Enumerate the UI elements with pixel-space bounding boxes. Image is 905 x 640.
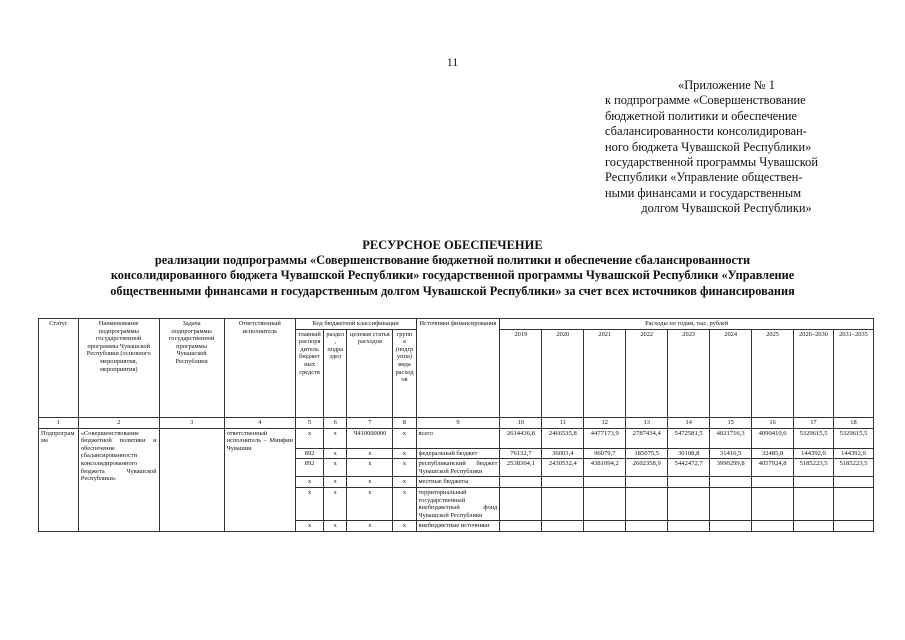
value-cell [626,487,668,520]
value-cell: 3990299,8 [710,459,752,477]
value-cell [584,487,626,520]
appendix-line: к подпрограмме «Совершенствование [605,93,806,108]
code-vr-cell: x [393,428,416,448]
source-cell: местные бюджеты [416,477,500,488]
executor-cell: ответственный исполнитель – Минфин Чувашии [224,428,295,531]
value-cell [500,487,542,520]
code-vr-cell: x [393,487,416,520]
title-line: консолидированного бюджета Чувашской Республики» государственной программы Чувашской Республики «Управление [110,268,795,283]
value-cell: 2787434,4 [626,428,668,448]
value-cell [626,521,668,532]
column-number: 14 [668,417,710,428]
value-cell: 30108,8 [668,448,710,459]
table-row [39,428,874,448]
value-cell [668,477,710,488]
value-cell: 2614436,8 [500,428,542,448]
header-year: 2020 [542,329,584,417]
value-cell: 32485,8 [752,448,794,459]
value-cell [542,487,584,520]
value-cell: 31416,5 [710,448,752,459]
value-cell [794,487,834,520]
column-number: 8 [393,417,416,428]
code-grbs-cell: x [295,477,323,488]
code-vr-cell: x [393,448,416,459]
value-cell: 5185223,5 [833,459,873,477]
column-number: 18 [833,417,873,428]
value-cell: 4090410,6 [752,428,794,448]
code-csr-cell: Ч410000000 [347,428,393,448]
value-cell: 144392,0 [833,448,873,459]
code-rz-cell: x [324,487,347,520]
value-cell [833,487,873,520]
code-rz-cell: x [324,477,347,488]
code-rz-cell: x [324,521,347,532]
code-csr-cell: x [347,448,393,459]
value-cell [752,487,794,520]
header-year: 2031–2035 [833,329,873,417]
header-year: 2024 [710,329,752,417]
source-cell: федеральный бюджет [416,448,500,459]
column-number: 12 [584,417,626,428]
appendix-line: Республики «Управление обществен- [605,170,803,185]
header-sources: Источники финансирования [416,319,500,418]
header-row [39,319,874,330]
value-cell: 2602358,9 [626,459,668,477]
value-cell: 4477173,9 [584,428,626,448]
code-csr-cell: x [347,487,393,520]
code-csr-cell: x [347,521,393,532]
column-number: 2 [78,417,159,428]
source-cell: республиканский бюджет Чувашской Республики [416,459,500,477]
appendix-line: бюджетной политики и обеспечение [605,108,798,123]
value-cell [542,477,584,488]
header-status: Статус [39,319,79,418]
header-year: 2022 [626,329,668,417]
header-code-grbs: главный распорядитель бюджетных средств [295,329,323,417]
code-vr-cell: x [393,521,416,532]
column-number: 7 [347,417,393,428]
value-cell: 5329615,5 [833,428,873,448]
header-name: Наименование подпрограммы государственной программы Чувашской Республики (основного мероприятия, мероприятия) [78,319,159,418]
column-number: 9 [416,417,500,428]
column-number: 15 [710,417,752,428]
code-vr-cell: x [393,477,416,488]
code-rz-cell: x [324,428,347,448]
header-code-rz: раздел, подраздел [324,329,347,417]
column-number: 17 [794,417,834,428]
column-number: 16 [752,417,794,428]
document-title [0,238,905,299]
column-number: 1 [39,417,79,428]
header-year: 2025 [752,329,794,417]
column-number: 6 [324,417,347,428]
value-cell [500,477,542,488]
resource-table [38,318,874,532]
value-cell [794,521,834,532]
value-cell [710,487,752,520]
value-cell [833,477,873,488]
appendix-line: ного бюджета Чувашской Республики» [605,139,812,154]
value-cell [500,521,542,532]
source-cell: внебюджетные источники [416,521,500,532]
code-rz-cell: x [324,448,347,459]
code-rz-cell: x [324,459,347,477]
value-cell [542,521,584,532]
value-cell: 185075,5 [626,448,668,459]
task-cell [159,428,224,531]
column-number-row [39,417,874,428]
value-cell: 36003,4 [542,448,584,459]
value-cell: 4021716,3 [710,428,752,448]
header-executor: Ответственный исполнитель [224,319,295,418]
value-cell: 5329615,5 [794,428,834,448]
header-year: 2026–2030 [794,329,834,417]
value-cell: 96079,7 [584,448,626,459]
value-cell: 4057924,8 [752,459,794,477]
code-csr-cell: x [347,459,393,477]
header-year: 2023 [668,329,710,417]
header-year: 2021 [584,329,626,417]
column-number: 13 [626,417,668,428]
header-task: Задача подпрограммы государственной программы Чувашской Республики [159,319,224,418]
code-csr-cell: x [347,477,393,488]
header-code-csr: целевая статья расходов [347,329,393,417]
page-number: 11 [446,55,459,69]
value-cell [794,477,834,488]
column-number: 4 [224,417,295,428]
value-cell [710,521,752,532]
column-number: 10 [500,417,542,428]
value-cell [584,521,626,532]
appendix-line: государственной программы Чувашской [605,155,818,170]
value-cell: 2538304,1 [500,459,542,477]
value-cell: 5472581,5 [668,428,710,448]
value-cell [833,521,873,532]
code-grbs-cell: x [295,428,323,448]
header-code-vr: группа (подгруппа) вида расходов [393,329,416,417]
title-main: РЕСУРСНОЕ ОБЕСПЕЧЕНИЕ [362,238,543,252]
source-cell: территориальный государственный внебюджетный фонд Чувашской Республики [416,487,500,520]
value-cell: 144392,0 [794,448,834,459]
code-grbs-cell: x [295,521,323,532]
appendix-line: «Приложение № 1 [678,78,775,92]
appendix-line: долгом Чувашской Республики» [641,201,812,216]
code-vr-cell: x [393,459,416,477]
value-cell: 2466535,8 [542,428,584,448]
value-cell: 4381094,2 [584,459,626,477]
value-cell [668,521,710,532]
value-cell [668,487,710,520]
subprogram-name-cell: «Совершенствование бюджетной политики и обеспечение сбалансированности консолидированного бюджета Чувашской Республики» [78,428,159,531]
code-grbs-cell: 892 [295,448,323,459]
column-number: 5 [295,417,323,428]
value-cell: 5442472,7 [668,459,710,477]
code-grbs-cell: 892 [295,459,323,477]
value-cell: 5185223,5 [794,459,834,477]
header-expenses: Расходы по годам, тыс. рублей [500,319,874,330]
value-cell [710,477,752,488]
status-cell: Подпрограмма [39,428,79,531]
value-cell [752,521,794,532]
appendix-line: сбалансированности консолидирован- [605,124,807,139]
title-line: реализации подпрограммы «Совершенствование бюджетной политики и обеспечение сбалансированности [154,253,751,267]
column-number: 3 [159,417,224,428]
value-cell: 76132,7 [500,448,542,459]
value-cell [626,477,668,488]
header-year: 2019 [500,329,542,417]
source-cell: всего [416,428,500,448]
value-cell [584,477,626,488]
title-line: общественными финансами и государственным долгом Чувашской Республики» за счет всех источников финансирования [110,283,795,298]
column-number: 11 [542,417,584,428]
appendix-line: ными финансами и государственным [605,185,802,200]
appendix-note [605,78,848,217]
code-grbs-cell: x [295,487,323,520]
header-codes: Код бюджетной классификации [295,319,416,330]
value-cell: 2430532,4 [542,459,584,477]
value-cell [752,477,794,488]
